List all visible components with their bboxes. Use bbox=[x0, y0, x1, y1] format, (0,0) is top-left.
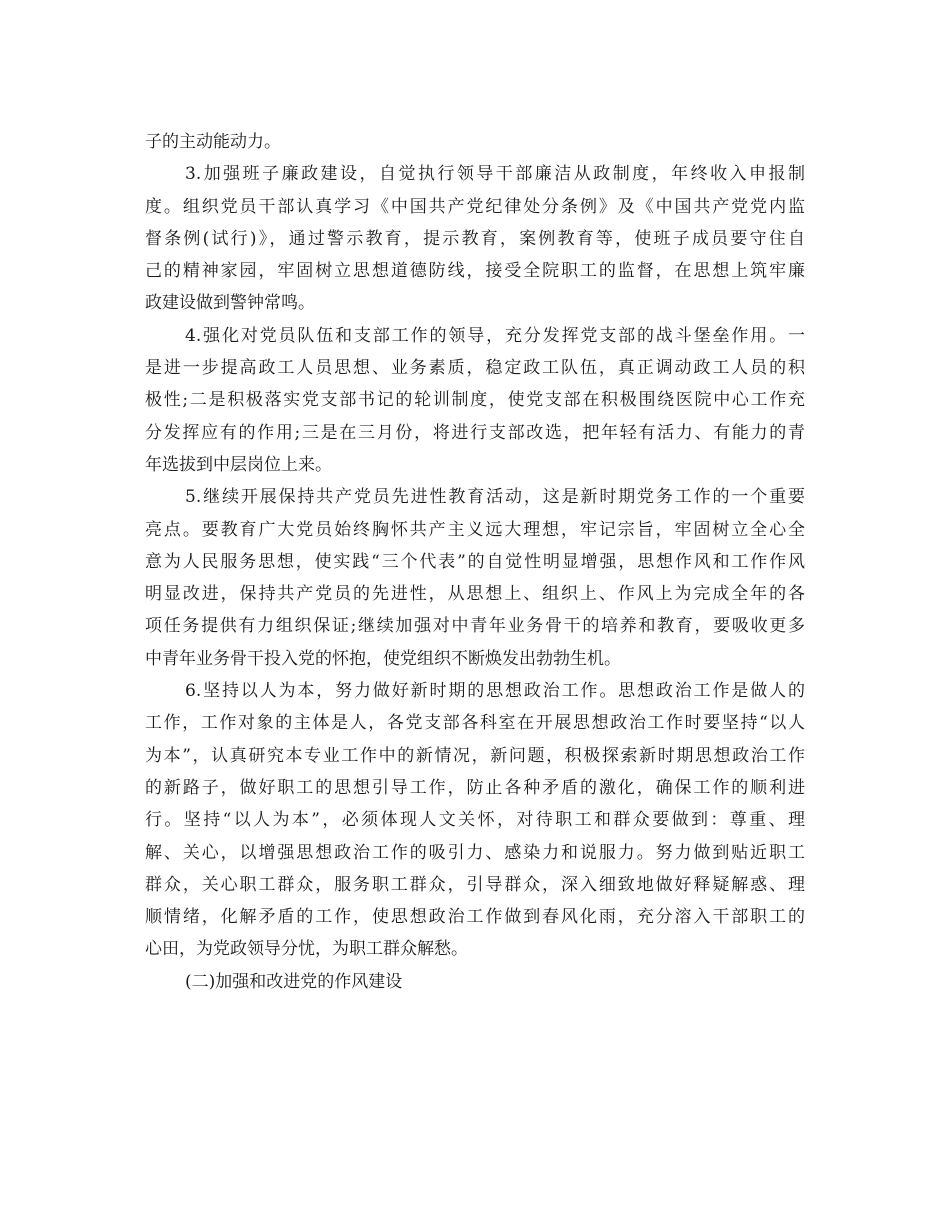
text-line: 5.继续开展保持共产党员先进性教育活动，这是新时期党务工作的一个重要 bbox=[185, 487, 805, 508]
text-line: 群众，关心职工群众，服务职工群众，引导群众，深入细致地做好释疑解惑、理 bbox=[145, 874, 805, 895]
text-line: 督条例(试行)》，通过警示教育，提示教育，案例教育等，使班子成员要守住自 bbox=[145, 228, 805, 249]
text-line: 意为人民服务思想，使实践“三个代表”的自觉性明显增强，思想作风和工作作风 bbox=[145, 551, 805, 572]
text-line: 政建设做到警钟常鸣。 bbox=[145, 293, 315, 314]
text-line: 子的主动能动力。 bbox=[145, 132, 281, 152]
text-line: 度。组织党员干部认真学习《中国共产党纪律处分条例》及《中国共产党党内监 bbox=[145, 196, 805, 217]
text-line: 3.加强班子廉政建设，自觉执行领导干部廉洁从政制度，年终收入申报制 bbox=[185, 164, 805, 185]
text-line: 项任务提供有力组织保证;继续加强对中青年业务骨干的培养和教育，要吸收更多 bbox=[145, 616, 805, 637]
text-line: 顺情绪，化解矛盾的工作，使思想政治工作做到春风化雨，充分溶入干部职工的 bbox=[145, 907, 805, 928]
text-line: 年选拔到中层岗位上来。 bbox=[145, 454, 332, 475]
text-line: 6.坚持以人为本，努力做好新时期的思想政治工作。思想政治工作是做人的 bbox=[185, 681, 805, 702]
text-line: 的新路子，做好职工的思想引导工作，防止各种矛盾的激化，确保工作的顺利进 bbox=[145, 777, 805, 798]
document-page bbox=[145, 126, 805, 998]
text-line: 极性;二是积极落实党支部书记的轮训制度，使党支部在积极围绕医院中心工作充 bbox=[145, 390, 805, 411]
text-line: 中青年业务骨干投入党的怀抱，使党组织不断焕发出勃勃生机。 bbox=[145, 648, 621, 669]
text-line: 行。坚持“以人为本”，必须体现人文关怀，对待职工和群众要做到：尊重、理 bbox=[145, 810, 805, 831]
text-line: 工作，工作对象的主体是人，各党支部各科室在开展思想政治工作时要坚持“以人 bbox=[145, 713, 805, 734]
section-heading: (二)加强和改进党的作风建设 bbox=[185, 971, 403, 992]
text-line: 4.强化对党员队伍和支部工作的领导，充分发挥党支部的战斗堡垒作用。一 bbox=[185, 325, 805, 346]
text-line: 为本”，认真研究本专业工作中的新情况，新问题，积极探索新时期思想政治工作 bbox=[145, 745, 805, 766]
text-line: 分发挥应有的作用;三是在三月份，将进行支部改选，把年轻有活力、有能力的青 bbox=[145, 422, 805, 443]
text-line: 是进一步提高政工人员思想、业务素质，稳定政工队伍，真正调动政工人员的积 bbox=[145, 358, 805, 379]
text-line: 解、关心，以增强思想政治工作的吸引力、感染力和说服力。努力做到贴近职工 bbox=[145, 842, 805, 863]
text-line: 心田，为党政领导分忧，为职工群众解愁。 bbox=[145, 939, 468, 960]
text-line: 己的精神家园，牢固树立思想道德防线，接受全院职工的监督，在思想上筑牢廉 bbox=[145, 261, 805, 282]
text-line: 明显改进，保持共产党员的先进性，从思想上、组织上、作风上为完成全年的各 bbox=[145, 584, 805, 605]
text-line: 亮点。要教育广大党员始终胸怀共产主义远大理想，牢记宗旨，牢固树立全心全 bbox=[145, 519, 805, 540]
